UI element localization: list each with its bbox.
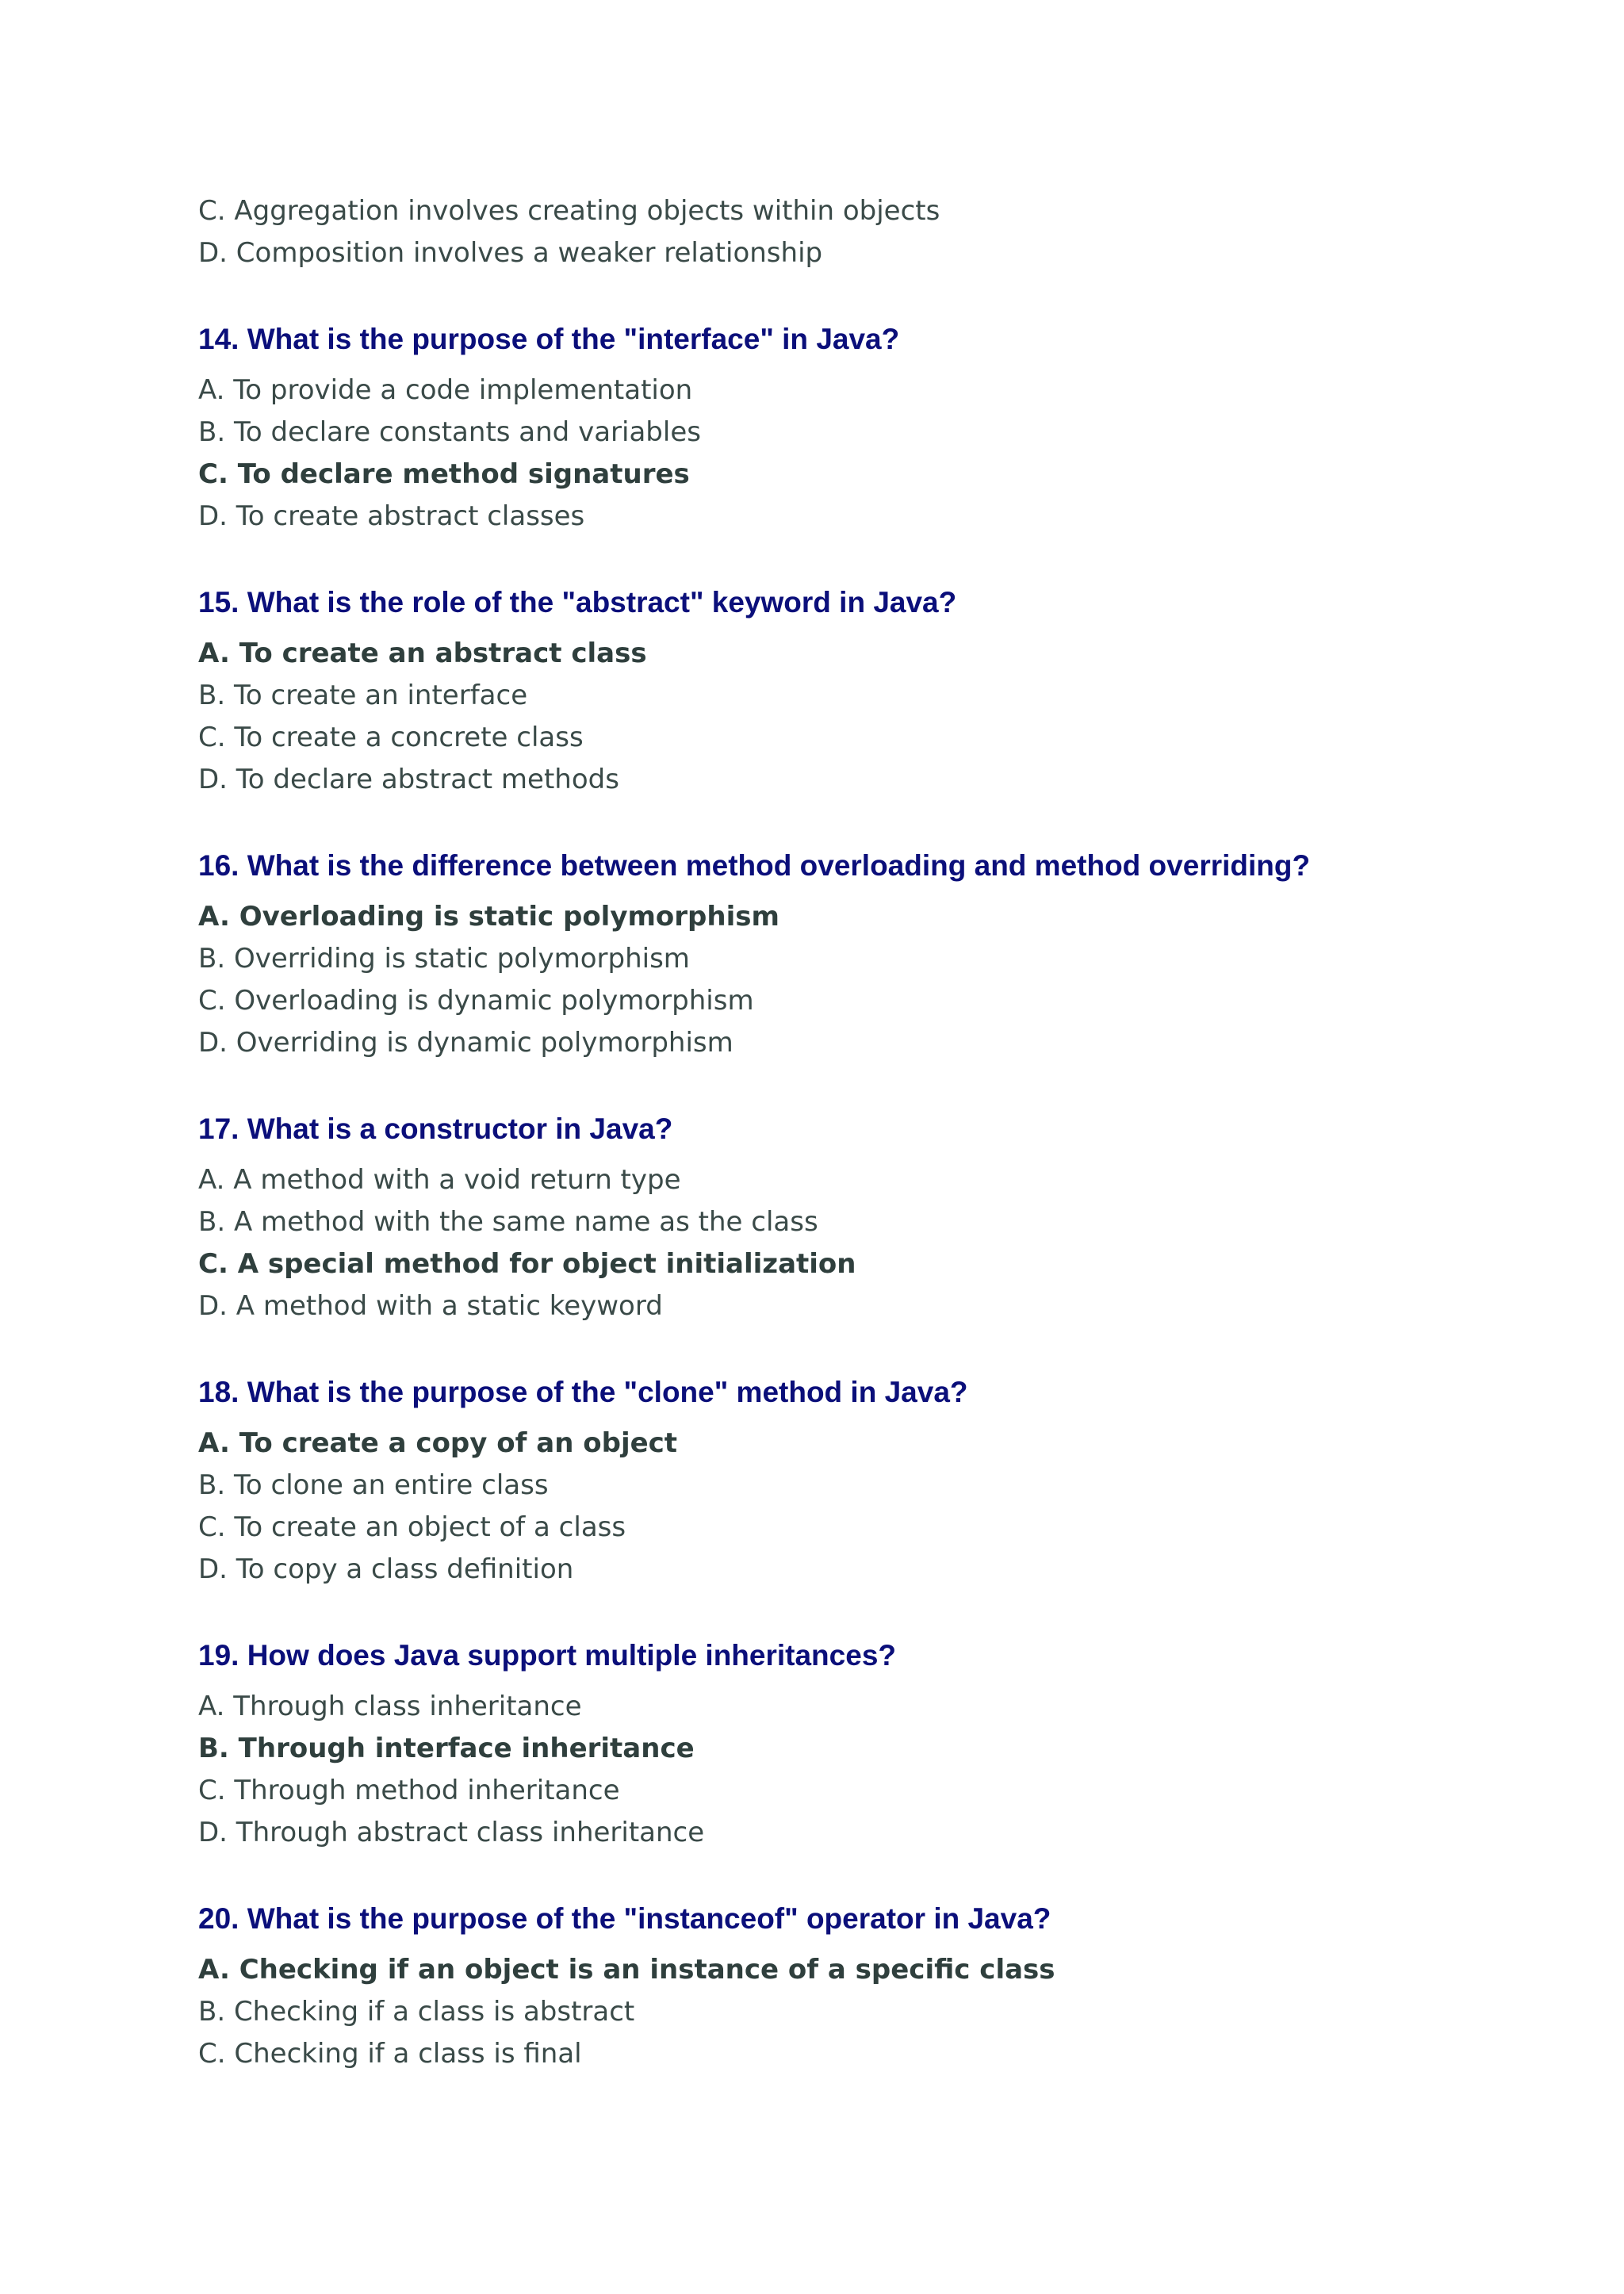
answer-option: D. A method with a static keyword xyxy=(198,1290,663,1322)
continued-options xyxy=(198,190,1507,274)
question-title: 18. What is the purpose of the "clone" method in Java? xyxy=(198,1376,968,1408)
answer-option: A. To provide a code implementation xyxy=(198,374,693,406)
question-list xyxy=(198,319,1507,2075)
answer-option: C. Overloading is dynamic polymorphism xyxy=(198,985,754,1017)
question-block xyxy=(198,319,1507,538)
answer-option: B. Checking if a class is abstract xyxy=(198,1996,635,2028)
answer-option: B. To declare constants and variables xyxy=(198,416,701,448)
question-block xyxy=(198,1372,1507,1591)
answer-option: D. To declare abstract methods xyxy=(198,764,619,795)
answer-option: B. Overriding is static polymorphism xyxy=(198,943,690,975)
question-title: 14. What is the purpose of the "interface" in Java? xyxy=(198,323,900,355)
answer-option: D. To copy a class definition xyxy=(198,1553,574,1585)
correct-answer-option: C. To declare method signatures xyxy=(198,458,690,490)
document-page xyxy=(198,190,1507,2120)
option-line: C. Aggregation involves creating objects within objects xyxy=(198,195,940,227)
answer-option: C. To create an object of a class xyxy=(198,1511,626,1543)
answer-option: B. To create an interface xyxy=(198,680,528,711)
correct-answer-option: A. To create an abstract class xyxy=(198,638,647,669)
answer-option: C. To create a concrete class xyxy=(198,722,584,753)
answer-option: C. Through method inheritance xyxy=(198,1775,620,1806)
question-title: 20. What is the purpose of the "instanceof" operator in Java? xyxy=(198,1902,1051,1935)
answer-option: A. A method with a void return type xyxy=(198,1164,681,1196)
question-block xyxy=(198,1635,1507,1854)
correct-answer-option: A. Checking if an object is an instance of a specific class xyxy=(198,1954,1055,1986)
question-title: 15. What is the role of the "abstract" keyword in Java? xyxy=(198,586,957,618)
question-block xyxy=(198,845,1507,1064)
answer-option: D. To create abstract classes xyxy=(198,500,585,532)
answer-option: A. Through class inheritance xyxy=(198,1691,582,1722)
correct-answer-option: C. A special method for object initialization xyxy=(198,1248,856,1280)
question-title: 17. What is a constructor in Java? xyxy=(198,1113,673,1145)
correct-answer-option: A. To create a copy of an object xyxy=(198,1427,678,1459)
correct-answer-option: B. Through interface inheritance xyxy=(198,1733,695,1764)
correct-answer-option: A. Overloading is static polymorphism xyxy=(198,901,779,933)
answer-option: D. Overriding is dynamic polymorphism xyxy=(198,1027,733,1059)
question-block xyxy=(198,1109,1507,1327)
answer-option: B. To clone an entire class xyxy=(198,1469,549,1501)
option-line: D. Composition involves a weaker relationship xyxy=(198,237,823,269)
question-block xyxy=(198,1898,1507,2075)
answer-option: D. Through abstract class inheritance xyxy=(198,1817,705,1848)
answer-option: B. A method with the same name as the class xyxy=(198,1206,818,1238)
question-block xyxy=(198,582,1507,801)
question-title: 19. How does Java support multiple inheritances? xyxy=(198,1639,896,1672)
question-title: 16. What is the difference between method overloading and method overriding? xyxy=(198,849,1311,882)
answer-option: C. Checking if a class is final xyxy=(198,2038,582,2070)
